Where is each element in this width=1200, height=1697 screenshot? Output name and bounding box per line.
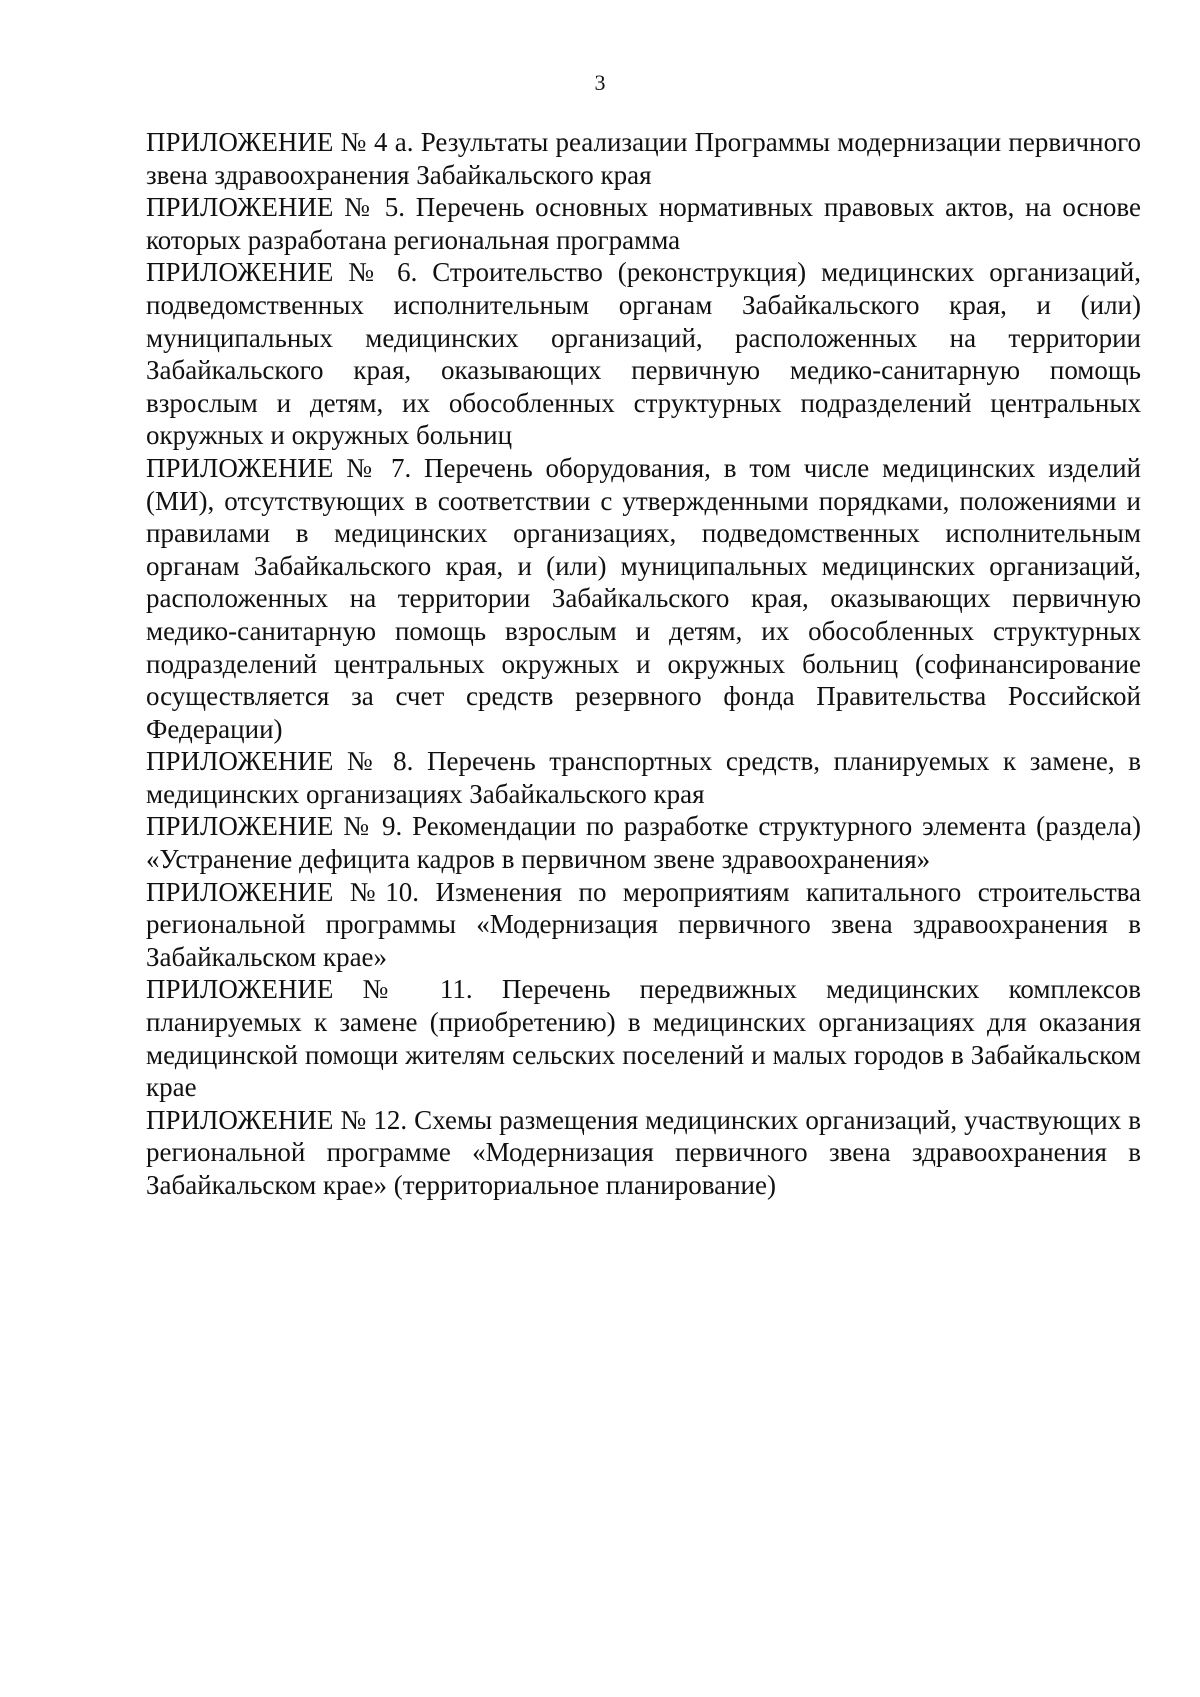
appendix-5: ПРИЛОЖЕНИЕ № 5. Перечень основных нормативных правовых актов, на основе которых разработана региональная программа [146,192,1141,255]
appendix-8: ПРИЛОЖЕНИЕ № 8. Перечень транспортных средств, планируемых к замене, в медицинских организациях Забайкальского края [146,746,1141,809]
appendix-4a: ПРИЛОЖЕНИЕ № 4 а. Результаты реализации Программы модернизации первичного звена здравоохранения Забайкальского края [146,127,1141,190]
appendix-12: ПРИЛОЖЕНИЕ № 12. Схемы размещения медицинских организаций, участвующих в региональной программе «Модернизация первичного звена здравоохранения в Забайкальском крае» (территориальное планирование) [146,1104,1141,1200]
appendix-9: ПРИЛОЖЕНИЕ № 9. Рекомендации по разработке структурного элемента (раздела) «Устранение дефицита кадров в первичном звене здравоохранения» [146,811,1141,875]
appendix-11: ПРИЛОЖЕНИЕ № 11. Перечень передвижных медицинских комплексов планируемых к замене (приобретению) в медицинских организациях для оказания медицинской помощи жителям сельских поселений и малых городов в Забайкальском крае [146,974,1141,1103]
appendix-10: ПРИЛОЖЕНИЕ №10. Изменения по мероприятиям капитального строительства региональной программы «Модернизация первичного звена здравоохранения в Забайкальском крае» [146,876,1141,972]
appendix-6: ПРИЛОЖЕНИЕ № 6. Строительство (реконструкция) медицинских организаций, подведомственных исполнительным органам Забайкальского края, и (или) муниципальных медицинских организаций, расположенных на территории Забайкальского края, оказывающих первичную медико-санитарную помощь взрослым и детям, их обособленных структурных подразделений центральных окружных и окружных больниц [146,257,1141,451]
appendix-7: ПРИЛОЖЕНИЕ № 7. Перечень оборудования, в том числе медицинских изделий (МИ), отсутствующих в соответствии с утвержденными порядками, положениями и правилами в медицинских организациях, подведомственных исполнительным органам Забайкальского края, и (или) муниципальных медицинских организаций, расположенных на территории Забайкальского края, оказывающих первичную медико-санитарную помощь взрослым и детям, их обособленных структурных подразделений центральных окружных и окружных больниц (софинансирование осуществляется за счет средств резервного фонда Правительства Российской Федерации) [146,452,1141,744]
appendix-list [146,126,1141,1202]
page-number: 3 [594,70,606,95]
